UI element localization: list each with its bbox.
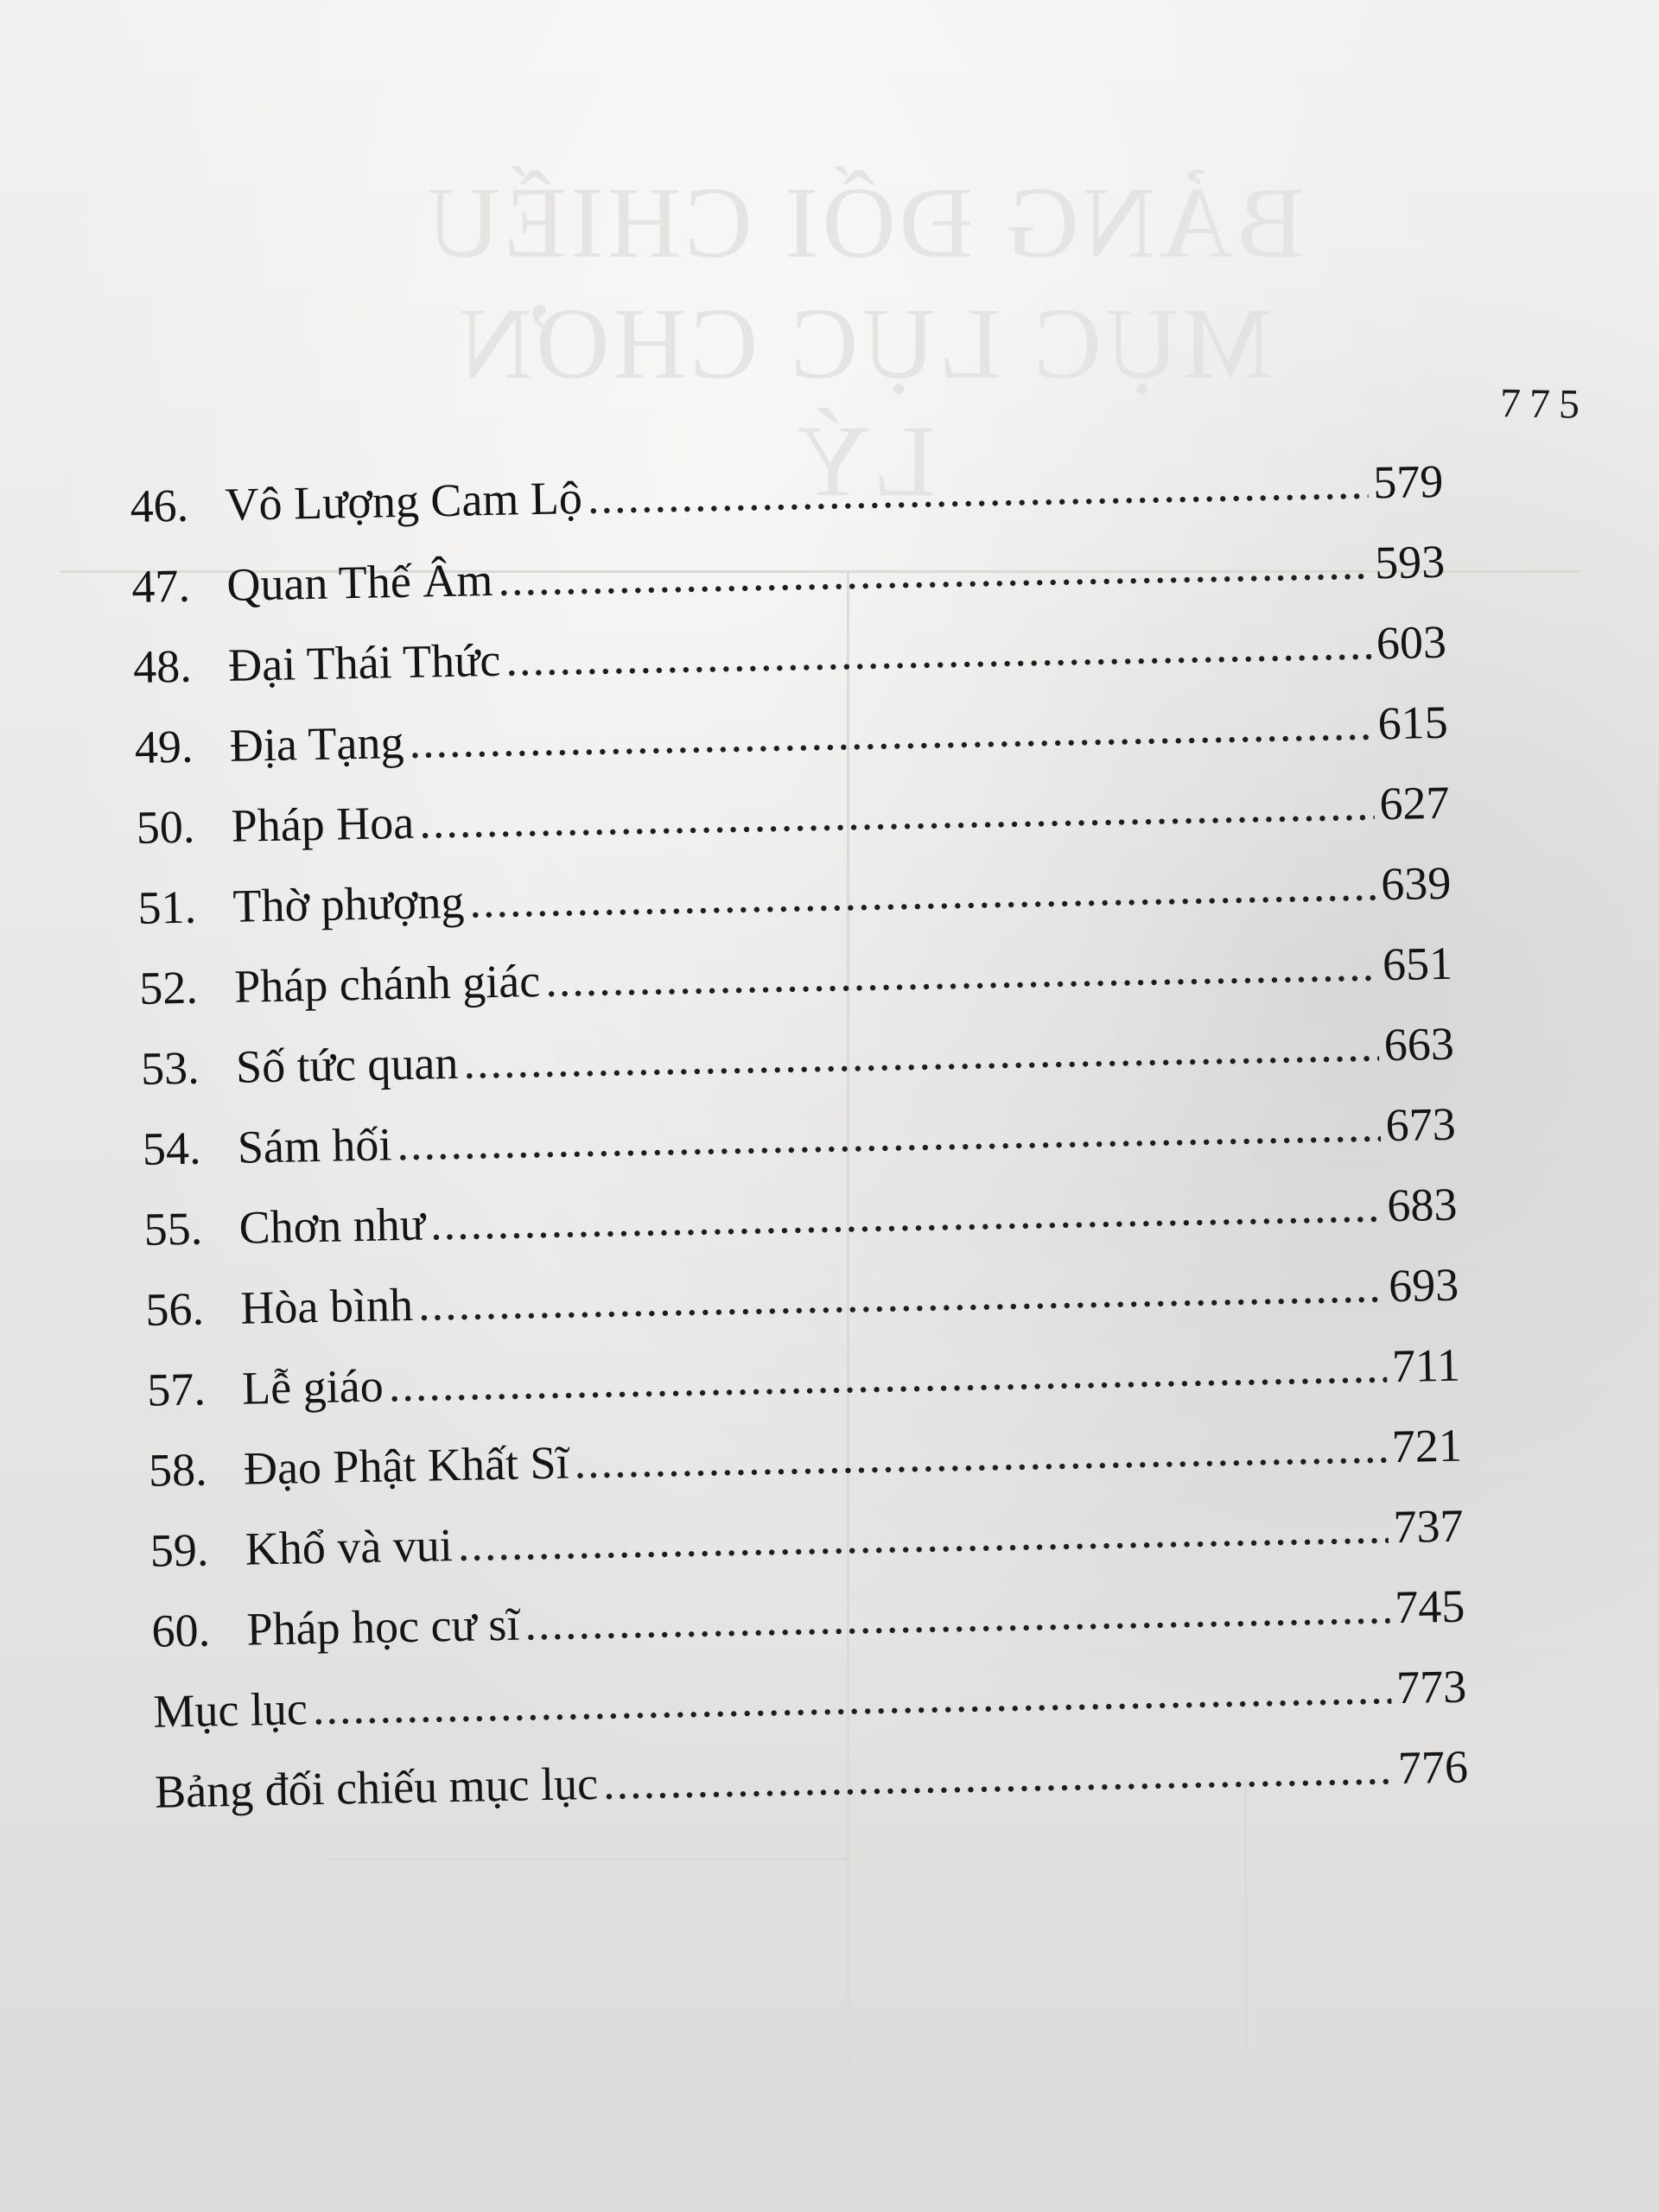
toc-entry-title: Pháp Hoa (231, 796, 415, 852)
toc-entry-number: 55. (143, 1202, 203, 1255)
page-number: 775 (1499, 380, 1589, 428)
bleed-through-heading-line1: BẢNG ĐỐI CHIẾU (423, 166, 1305, 279)
toc-entry-title: Pháp chánh giác (233, 954, 541, 1013)
toc-entry-page: 737 (1392, 1499, 1465, 1554)
toc-entry-page: 579 (1372, 454, 1444, 509)
toc-entry-page: 651 (1382, 937, 1453, 991)
toc-entry-page: 603 (1376, 615, 1447, 670)
toc-entry-page: 639 (1380, 856, 1452, 911)
toc-entry-page: 745 (1394, 1580, 1465, 1634)
toc-entry-title: Lễ giáo (241, 1359, 385, 1414)
toc-entry-title: Đại Thái Thức (227, 633, 501, 691)
toc-entry-number: 47. (130, 559, 191, 613)
toc-entry-title: Thờ phượng (232, 875, 465, 932)
toc-entry-title: Vô Lượng Cam Lộ (224, 471, 583, 531)
toc-entry-number: 51. (137, 880, 197, 934)
toc-entry-page: 683 (1386, 1178, 1458, 1232)
toc-entry-number: 48. (132, 639, 193, 693)
toc-entry-page: 627 (1378, 776, 1451, 830)
bleed-through-heading-line2: MỤC LỤC CHƠN LÝ (454, 287, 1274, 518)
toc-entry-number: 50. (136, 800, 195, 854)
toc-entry-title: Đạo Phật Khất Sĩ (243, 1436, 569, 1495)
toc-entry-number: 57. (146, 1363, 207, 1416)
toc-entry-number: 60. (151, 1604, 211, 1657)
toc-entry-title: Sám hối (237, 1118, 392, 1173)
toc-entry-number: 58. (148, 1443, 208, 1497)
toc-entry-number: 52. (138, 961, 199, 1014)
toc-entry-page: 615 (1377, 696, 1449, 750)
toc-entry-number: 54. (142, 1122, 201, 1175)
toc-entry-title: Mục lục (152, 1682, 308, 1738)
toc-entry-page: 663 (1383, 1017, 1455, 1071)
toc-entry-number: 53. (140, 1041, 200, 1095)
toc-entry-title: Bảng đối chiếu mục lục (154, 1757, 599, 1818)
toc-entry-page: 593 (1374, 535, 1446, 589)
toc-entry-page: 721 (1391, 1419, 1463, 1473)
toc-entry-page: 776 (1397, 1740, 1469, 1795)
toc-entry-number: 46. (130, 479, 189, 532)
toc-entry-page: 773 (1395, 1660, 1467, 1714)
bleed-through-rule (1244, 1780, 1247, 2177)
toc-entry-title: Quan Thế Âm (226, 553, 493, 611)
toc-entry-title: Khổ và vui (245, 1519, 454, 1575)
toc-entry-number: 59. (149, 1523, 209, 1577)
bleed-through-rule (328, 1858, 847, 1860)
toc-entry-number: 49. (134, 720, 194, 773)
toc-entry-number: 56. (144, 1282, 205, 1336)
toc-entry-page: 693 (1388, 1258, 1459, 1313)
table-of-contents (130, 454, 1469, 1846)
toc-entry-page: 711 (1391, 1338, 1461, 1393)
toc-entry-title: Địa Tạng (229, 715, 404, 772)
toc-entry-title: Pháp học cư sĩ (245, 1598, 520, 1656)
toc-entry-page: 673 (1385, 1097, 1457, 1152)
toc-entry-title: Hòa bình (239, 1278, 414, 1334)
toc-entry-title: Chơn như (238, 1198, 426, 1254)
toc-entry-title: Số tức quan (235, 1036, 459, 1093)
